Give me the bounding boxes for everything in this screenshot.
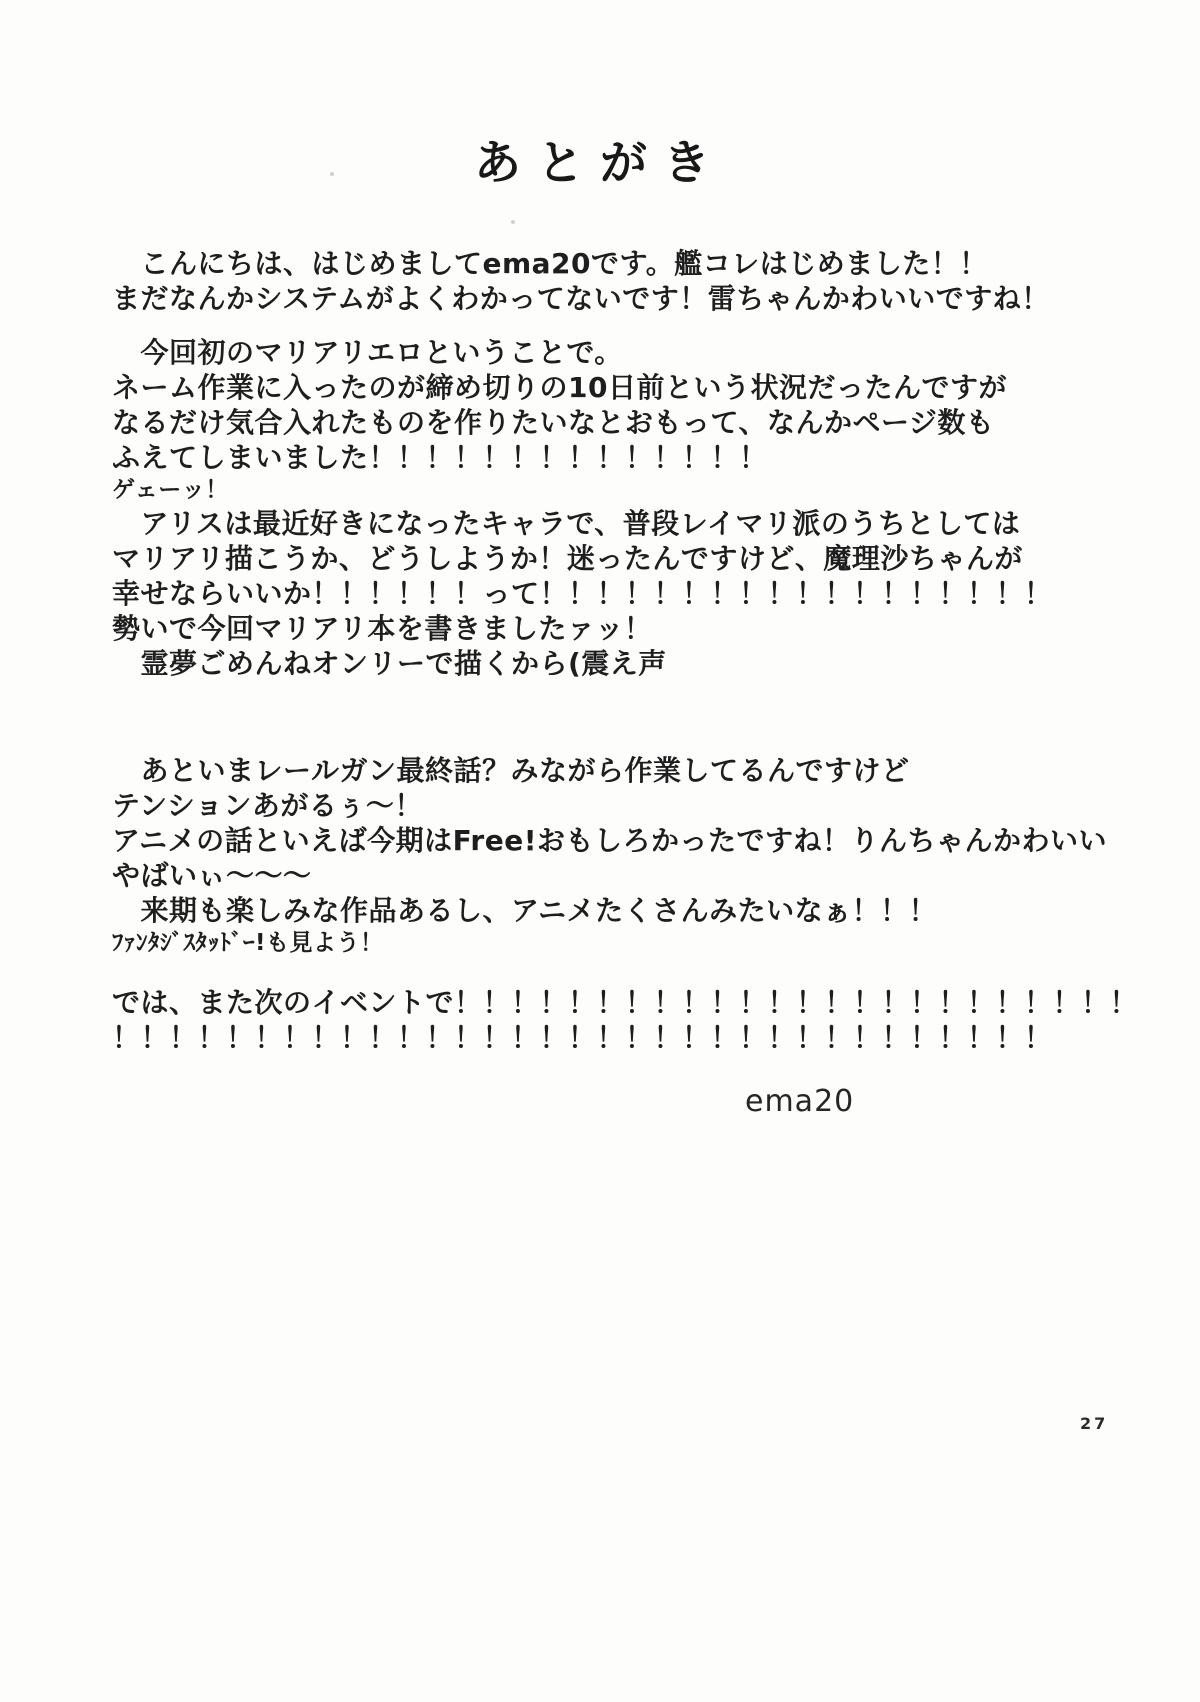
text-line: では、また次のイベントで！！！！！！！！！！！！！！！！！！！！！！！！ [112,986,1139,1019]
text-line: ！！！！！！！！！！！！！！！！！！！！！！！！！！！！！！！！！ [112,1021,1053,1054]
afterword-body [112,246,1139,1055]
text-line: 幸せならいいか！！！！！！って！！！！！！！！！！！！！！！！！！ [112,577,1053,610]
text-line: 勢いで今回マリアリ本を書きましたァッ！ [112,612,653,645]
text-line: ﾌｧﾝﾀｼﾞｽﾀｯﾄﾞｰ!も見よう！ [112,930,384,956]
text-line: テンションあがるぅ～！ [112,789,423,822]
text-line: 霊夢ごめんねオンリーで描くから(震え声 [112,647,667,680]
text-line: 今回初のマリアリエロということで。 [112,336,623,369]
text-line: やばいぃ～～～ [112,859,312,892]
text-line: まだなんかシステムがよくわかってないです！雷ちゃんかわいいですね！ [112,282,1050,315]
text-line: ふえてしまいました！！！！！！！！！！！！！！ [112,441,768,474]
paragraph [112,985,1139,1055]
author-signature: ema20 [745,1084,855,1119]
page-number: 27 [1080,1414,1109,1433]
text-line: あといまレールガン最終話？みながら作業してるんですけど [112,754,910,787]
scan-speck [330,172,334,176]
page-title: あとがき [474,136,726,191]
text-line: マリアリ描こうか、どうしようか！迷ったんですけど、魔理沙ちゃんが [112,542,1023,575]
text-line: アリスは最近好きになったキャラで、普段レイマリ派のうちとしては [112,507,1021,540]
text-line: ゲェーッ！ [112,477,229,503]
paragraph [112,246,1122,316]
text-line: こんにちは、はじめましてema20です。艦コレはじめました！！ [112,247,988,280]
text-line: 来期も楽しみな作品あるし、アニメたくさんみたいなぁ！！！ [112,894,938,927]
text-line: ネーム作業に入ったのが締め切りの10日前という状況だったんですが [112,371,1007,404]
paragraph [112,753,1122,959]
text-line: アニメの話といえば今期はFree!おもしろかったですね！りんちゃんかわいい [112,824,1107,857]
paragraph [112,335,1122,681]
scan-speck [511,220,515,224]
text-line: なるだけ気合入れたものを作りたいなとおもって、なんかページ数も [112,406,995,439]
